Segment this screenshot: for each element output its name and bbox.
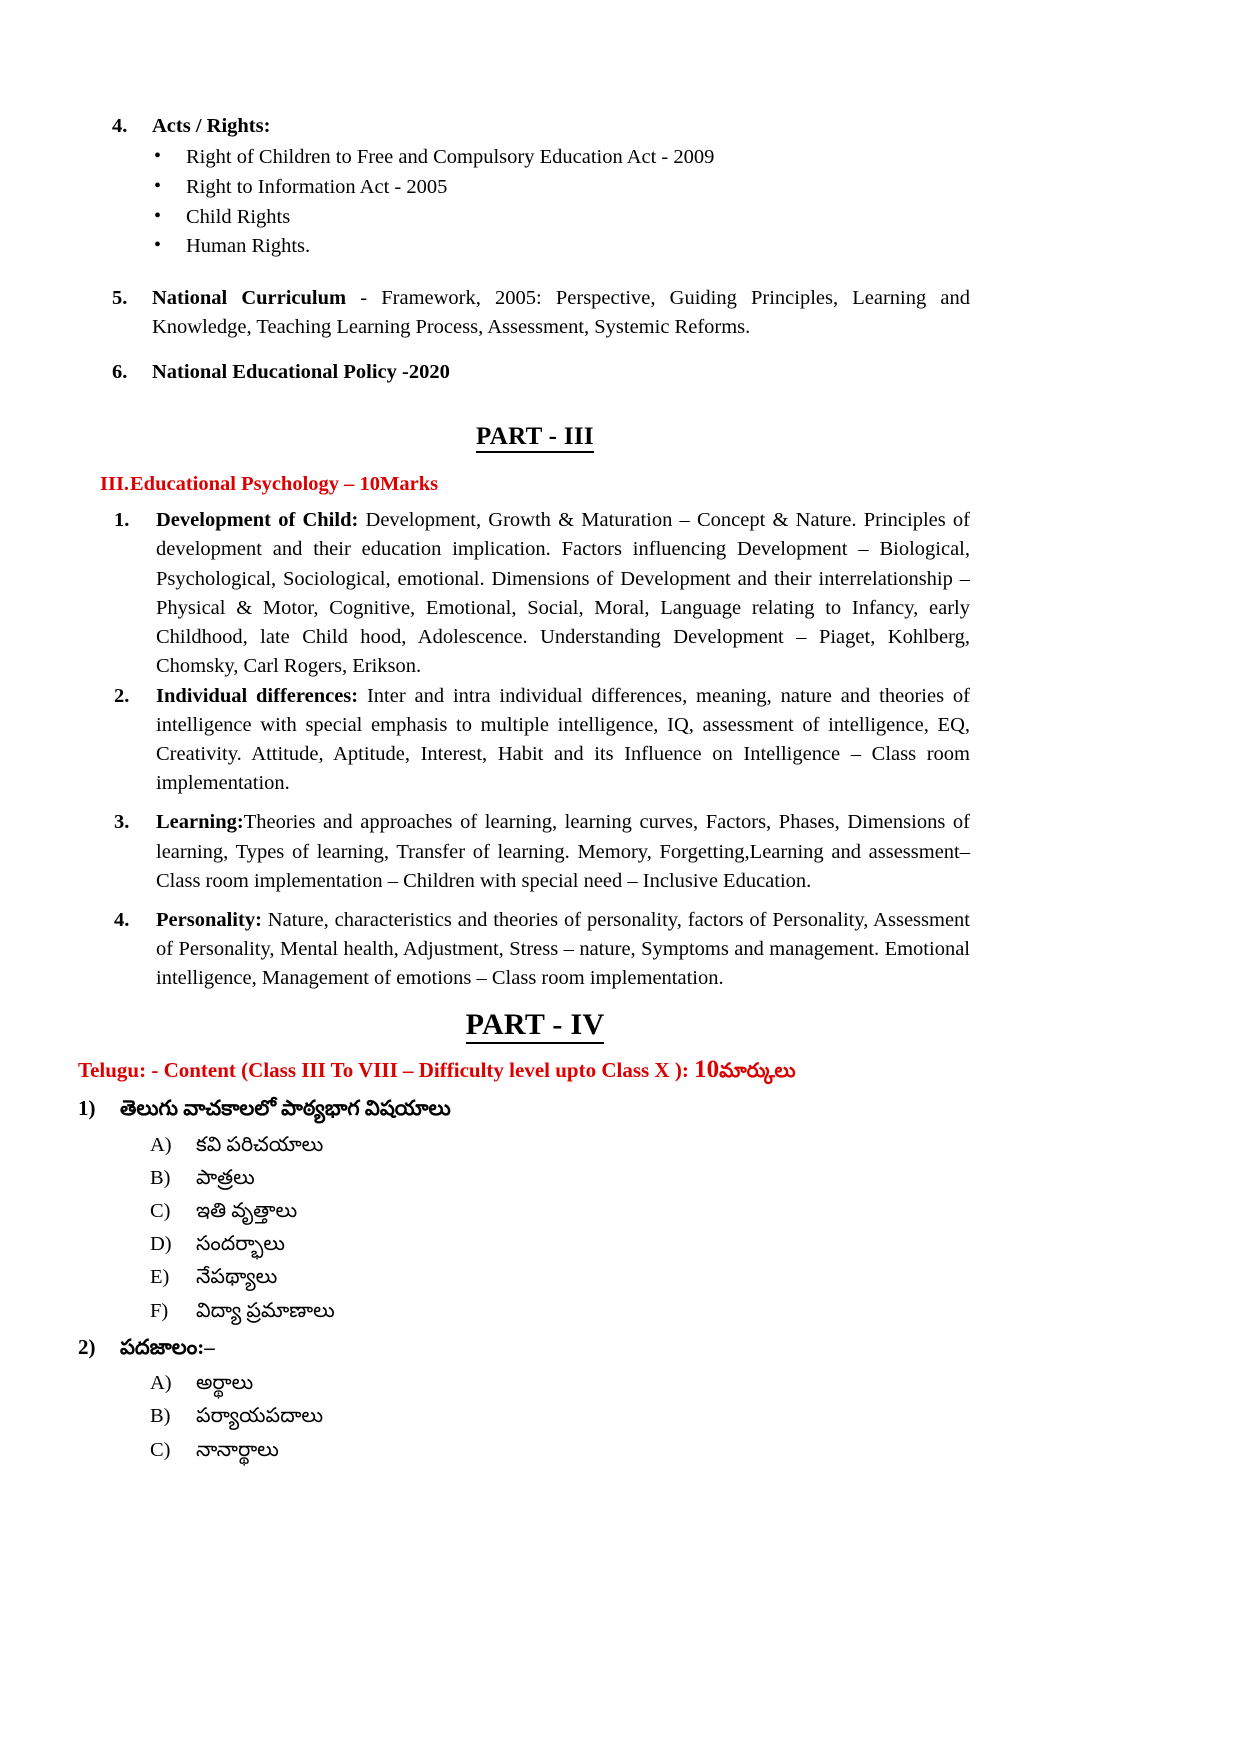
item-number: 5. xyxy=(112,286,128,309)
sub-text: విద్యా ప్రమాణాలు xyxy=(196,1299,335,1322)
list-item xyxy=(150,1162,970,1195)
syllabus-item-national-curriculum xyxy=(100,284,970,342)
item-number: 3. xyxy=(114,811,130,834)
psychology-item-development-of-child xyxy=(100,506,970,681)
telugu-heading-marks-word: మార్కులు xyxy=(719,1060,796,1083)
list-item: • Right to Information Act - 2005 xyxy=(152,173,970,203)
sub-text: పాత్రలు xyxy=(196,1166,255,1189)
telugu-item-1-sublist xyxy=(120,1129,970,1328)
sub-text: అర్థాలు xyxy=(196,1372,254,1395)
list-item: • Right of Children to Free and Compulsory Education Act - 2009 xyxy=(152,143,970,173)
sub-text: నానార్థాలు xyxy=(196,1438,279,1461)
part-four-heading-text: PART - IV xyxy=(466,1008,605,1044)
item-number: 4. xyxy=(112,115,128,137)
item-body: Inter and intra individual differences, meaning, nature and theories of intelligence with special emphasis to multiple intelligence, IQ, assessment of intelligence, EQ, Creativity. Attitude, Aptitude, Interest, Habit and its Influence on Intelligence – Class room implementation. xyxy=(156,684,970,795)
telugu-heading-marks-number: 10 xyxy=(694,1056,720,1084)
acts-rights-bullet-list xyxy=(100,143,970,262)
sub-label: A) xyxy=(150,1133,172,1156)
item-text: పదజాలం:– xyxy=(120,1334,215,1359)
sub-text: నేపథ్యాలు xyxy=(196,1266,278,1289)
part-four-heading xyxy=(100,1008,970,1042)
syllabus-item-acts-rights xyxy=(100,112,970,141)
sub-text: ఇతి వృత్తాలు xyxy=(196,1199,298,1222)
sub-text: సందర్భాలు xyxy=(196,1233,286,1256)
part-three-heading-text: PART - III xyxy=(476,423,594,453)
telugu-syllabus-list xyxy=(78,1093,970,1467)
telugu-content-heading xyxy=(78,1056,970,1087)
item-lead: Development of Child: xyxy=(156,509,359,532)
sub-label: E) xyxy=(150,1266,170,1289)
list-item xyxy=(150,1400,970,1433)
item-number: 1) xyxy=(78,1096,96,1121)
telugu-heading-english: Telugu: - Content (Class III To VIII – Difficulty level upto Class X ): xyxy=(78,1058,695,1083)
item-number: 1. xyxy=(114,509,130,532)
list-item xyxy=(150,1434,970,1467)
list-item: • Human Rights. xyxy=(152,232,970,262)
telugu-item-1 xyxy=(78,1093,970,1328)
item-number: 4. xyxy=(114,908,130,931)
item-lead: Personality: xyxy=(156,908,262,931)
sub-label: F) xyxy=(150,1299,169,1322)
sub-label: C) xyxy=(150,1199,171,1222)
list-item xyxy=(150,1195,970,1228)
page-content xyxy=(78,112,970,1469)
psychology-item-learning xyxy=(100,808,970,895)
syllabus-item-national-education-policy xyxy=(100,358,970,387)
list-item xyxy=(150,1129,970,1162)
item-lead: Learning: xyxy=(156,811,244,834)
sub-label: B) xyxy=(150,1166,171,1189)
item-body: - Framework, 2005: Perspective, Guiding Principles, Learning and Knowledge, Teaching Learning Process, Assessment, Systemic Reforms. xyxy=(152,286,970,339)
telugu-item-2 xyxy=(78,1332,970,1467)
sub-text: కవి పరిచయాలు xyxy=(196,1133,324,1156)
item-lead: National Curriculum xyxy=(152,286,347,309)
sub-label: B) xyxy=(150,1405,171,1428)
item-body: Development, Growth & Maturation – Concept & Nature. Principles of development and their education implication. Factors influencing Development – Biological, Psychological, Sociological, emotional. Dimensions of Development and their interrelationship – Physical & Motor, Cognitive, Emotional, Social, Moral, Language relating to Infancy, early Childhood, late Child hood, Adolescence. Understanding Development – Piaget, Kohlberg, Chomsky, Carl Rogers, Erikson. xyxy=(156,509,970,677)
list-item xyxy=(150,1261,970,1294)
educational-psychology-list xyxy=(100,506,970,993)
list-item xyxy=(150,1295,970,1328)
list-item xyxy=(150,1228,970,1261)
sub-label: C) xyxy=(150,1438,171,1461)
item-lead: Acts / Rights: xyxy=(152,115,271,137)
sub-label: D) xyxy=(150,1233,172,1256)
item-number: 2. xyxy=(114,684,130,707)
item-number: 2) xyxy=(78,1334,96,1359)
section-title: Educational Psychology – 10Marks xyxy=(130,473,439,496)
item-number: 6. xyxy=(112,361,128,384)
list-item: • Child Rights xyxy=(152,203,970,233)
sub-text: పర్యాయపదాలు xyxy=(196,1405,324,1428)
item-lead: National Educational Policy -2020 xyxy=(152,361,450,384)
section-number: III. xyxy=(100,473,130,496)
list-item xyxy=(150,1367,970,1400)
educational-psychology-heading xyxy=(100,473,970,496)
part-three-heading xyxy=(100,423,970,451)
telugu-item-2-sublist xyxy=(120,1367,970,1467)
psychology-item-personality xyxy=(100,906,970,993)
item-body: Theories and approaches of learning, learning curves, Factors, Phases, Dimensions of learning, Types of learning, Transfer of learning. Memory, Forgetting,Learning and assessment– Class room implementation – Children with special need – Inclusive Education. xyxy=(156,811,970,892)
item-body: Nature, characteristics and theories of personality, factors of Personality, Assessment of Personality, Mental health, Adjustment, Stress – nature, Symptoms and management. Emotional intelligence, Management of emotions – Class room implementation. xyxy=(156,908,970,989)
psychology-item-individual-differences xyxy=(100,682,970,798)
item-text: తెలుగు వాచకాలలో పాఠ్యభాగ విషయాలు xyxy=(120,1096,451,1121)
sub-label: A) xyxy=(150,1372,172,1395)
item-lead: Individual differences: xyxy=(156,684,359,707)
